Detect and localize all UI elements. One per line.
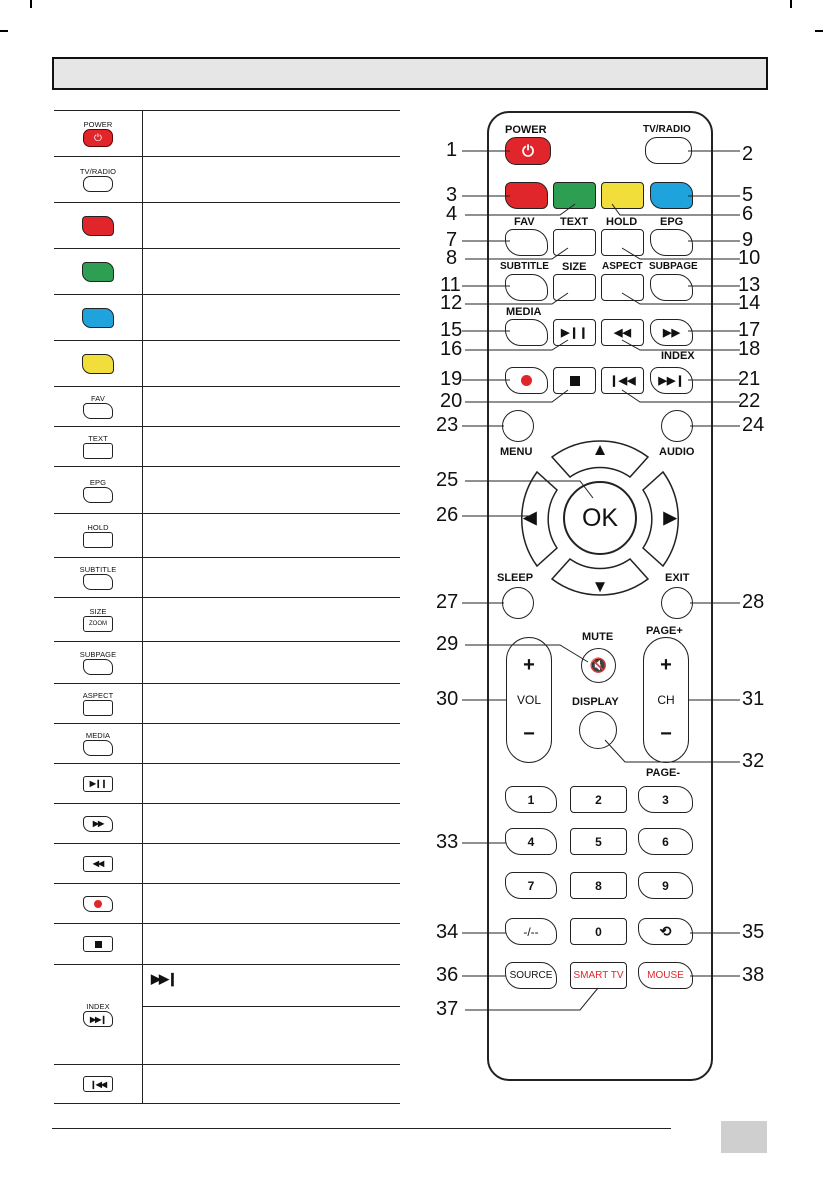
legend-description — [143, 514, 400, 557]
digit-8-button[interactable]: 8 — [570, 872, 627, 899]
callout-22: 22 — [738, 390, 761, 412]
legend-description — [143, 341, 400, 386]
play-pause-button[interactable]: ▶❙❙ — [553, 319, 596, 346]
crop-mark — [30, 0, 32, 8]
callout-21: 21 — [738, 368, 761, 390]
callout-32: 32 — [742, 750, 765, 772]
callout-3: 3 — [446, 184, 458, 206]
callout-20: 20 — [440, 390, 463, 412]
epg-button-icon — [83, 487, 113, 503]
legend-icon-cell — [54, 341, 143, 386]
legend-icon-cell — [54, 157, 143, 202]
legend-row-blue — [54, 294, 400, 340]
subpage-label: SUBPAGE — [649, 261, 698, 272]
vol-label: VOL — [516, 693, 541, 707]
mute-label: MUTE — [582, 631, 614, 643]
hold-button-icon — [83, 532, 113, 548]
callout-33: 33 — [436, 831, 459, 853]
hold-label: HOLD — [606, 216, 638, 228]
red-button[interactable] — [505, 182, 548, 209]
down-arrow-icon[interactable]: ▼ — [591, 577, 609, 596]
power-button[interactable]: ⏻ — [505, 137, 551, 165]
legend-description — [143, 804, 400, 843]
size-label: SIZE — [562, 261, 587, 273]
legend-row-subtitle — [54, 557, 400, 597]
legend-description — [143, 427, 400, 466]
subpage-button[interactable] — [650, 274, 693, 301]
tv-radio-button-icon — [83, 176, 113, 192]
legend-icon-cell — [54, 684, 143, 723]
legend-icon-cell — [54, 387, 143, 426]
green-button-icon — [82, 262, 114, 282]
fav-label: FAV — [514, 216, 535, 228]
legend-description — [143, 1065, 400, 1103]
left-arrow-icon[interactable]: ◀ — [523, 508, 537, 527]
fast-forward-icon: ▶▶ — [83, 816, 113, 832]
record-icon — [83, 896, 113, 912]
legend-label: EPG — [89, 477, 107, 487]
legend-row-tvradio — [54, 156, 400, 202]
callout-30: 30 — [436, 688, 459, 710]
digit-4-button[interactable]: 4 — [505, 828, 557, 855]
legend-label: ASPECT — [82, 691, 114, 700]
legend-row-previous — [54, 1064, 400, 1104]
mute-button[interactable] — [581, 648, 616, 683]
ok-button[interactable] — [563, 481, 637, 555]
legend-description — [143, 844, 400, 883]
channel-rocker[interactable] — [643, 637, 689, 763]
legend-icon-cell — [54, 427, 143, 466]
digit-7-button[interactable]: 7 — [505, 872, 557, 899]
legend-icon-cell — [54, 203, 143, 248]
channel-down-icon[interactable]: − — [660, 723, 672, 745]
legend-description — [143, 203, 400, 248]
subtitle-button[interactable] — [505, 274, 548, 301]
legend-label: TEXT — [88, 434, 108, 443]
callout-38: 38 — [742, 964, 765, 986]
callout-24: 24 — [742, 414, 765, 436]
digit-2-button[interactable]: 2 — [570, 786, 627, 813]
legend-row-red — [54, 202, 400, 248]
section-header-bar — [52, 57, 768, 90]
legend-description — [143, 295, 400, 340]
subpage-button-icon — [83, 659, 113, 675]
rewind-button[interactable]: ◀◀ — [601, 319, 644, 346]
crop-mark — [815, 30, 823, 32]
tv-radio-label: TV/RADIO — [643, 124, 691, 135]
fav-button[interactable] — [505, 229, 548, 256]
text-button-icon — [83, 443, 113, 459]
row-divider — [143, 1006, 400, 1007]
callout-31: 31 — [742, 688, 765, 710]
green-button[interactable] — [553, 182, 596, 209]
callout-36: 36 — [436, 964, 459, 986]
media-button-icon — [83, 740, 113, 756]
callout-35: 35 — [742, 921, 765, 943]
legend-label: SUBPAGE — [79, 650, 117, 659]
legend-icon-cell — [54, 884, 143, 923]
text-button[interactable] — [553, 229, 596, 256]
menu-label: MENU — [500, 446, 533, 458]
epg-label: EPG — [660, 216, 684, 228]
volume-rocker[interactable] — [506, 637, 552, 763]
legend-description — [143, 724, 400, 763]
mute-icon: 🔇 — [589, 657, 608, 673]
epg-button[interactable] — [650, 229, 693, 256]
legend-icon-cell — [54, 724, 143, 763]
legend-label: SUBTITLE — [79, 565, 117, 574]
page-plus-label: PAGE+ — [646, 625, 683, 637]
legend-row-yellow — [54, 340, 400, 386]
media-label: MEDIA — [506, 306, 542, 318]
digit-1-button[interactable]: 1 — [505, 786, 557, 813]
legend-icon-cell — [54, 804, 143, 843]
recall-button[interactable] — [638, 918, 693, 945]
up-arrow-icon[interactable]: ▲ — [591, 440, 609, 459]
callout-6: 6 — [742, 203, 754, 225]
legend-icon-cell — [54, 1065, 143, 1103]
legend-icon-cell — [54, 642, 143, 683]
exit-label: EXIT — [665, 572, 690, 584]
legend-label: SIZE — [89, 607, 107, 616]
callout-14: 14 — [738, 292, 761, 314]
digit-0-button[interactable]: 0 — [570, 918, 627, 945]
legend-icon-cell — [54, 295, 143, 340]
legend-description — [143, 387, 400, 426]
legend-row-index-next — [54, 964, 400, 1064]
callout-25: 25 — [436, 469, 459, 491]
dash-button[interactable]: -/-- — [505, 918, 557, 945]
mouse-button[interactable]: MOUSE — [638, 962, 693, 989]
smart-tv-button[interactable]: SMART TV — [570, 962, 627, 989]
next-icon: ▶▶❙ — [151, 971, 176, 986]
aspect-button[interactable] — [601, 274, 644, 301]
legend-icon-cell — [54, 249, 143, 294]
legend-description — [143, 249, 400, 294]
digit-9-button[interactable]: 9 — [638, 872, 693, 899]
legend-description — [143, 558, 400, 597]
exit-button[interactable] — [661, 587, 693, 619]
callout-1: 1 — [446, 139, 458, 161]
callout-27: 27 — [436, 591, 459, 613]
digit-5-button[interactable]: 5 — [570, 828, 627, 855]
stop-button[interactable] — [553, 367, 596, 394]
volume-down-icon[interactable]: − — [523, 723, 535, 745]
display-label: DISPLAY — [572, 696, 619, 708]
record-button[interactable] — [505, 367, 548, 394]
legend-label: INDEX — [86, 1002, 110, 1011]
legend-description — [143, 965, 400, 1064]
ok-label: OK — [581, 503, 619, 532]
legend-description — [143, 764, 400, 803]
callout-16: 16 — [440, 338, 463, 360]
fast-forward-button[interactable]: ▶▶ — [650, 319, 693, 346]
blue-button[interactable] — [650, 182, 693, 209]
aspect-label: ASPECT — [602, 261, 643, 272]
legend-row-aspect — [54, 683, 400, 723]
callout-13: 13 — [738, 274, 761, 296]
power-label: POWER — [505, 124, 547, 136]
audio-label: AUDIO — [659, 446, 695, 458]
legend-icon-cell — [54, 764, 143, 803]
previous-button[interactable]: ❙◀◀ — [601, 367, 644, 394]
sleep-label: SLEEP — [497, 572, 534, 584]
legend-row-fav — [54, 386, 400, 426]
legend-icon-cell — [54, 111, 143, 156]
legend-row-play-pause — [54, 763, 400, 803]
media-button[interactable] — [505, 319, 548, 346]
callout-23: 23 — [436, 414, 459, 436]
legend-icon-cell — [54, 965, 143, 1064]
volume-up-icon[interactable]: + — [523, 654, 535, 676]
legend-row-size — [54, 597, 400, 641]
stop-icon — [83, 936, 113, 952]
sleep-button[interactable] — [502, 587, 534, 619]
subtitle-button-icon — [83, 574, 113, 590]
footer-rule — [52, 1128, 671, 1129]
callout-10: 10 — [738, 247, 761, 269]
next-button[interactable]: ▶▶❙ — [650, 367, 693, 394]
legend-description — [143, 598, 400, 641]
channel-up-icon[interactable]: + — [660, 654, 672, 676]
legend-description — [143, 642, 400, 683]
size-zoom-button-icon — [83, 616, 113, 632]
callout-18: 18 — [738, 338, 761, 360]
callout-4: 4 — [446, 203, 458, 225]
blue-button-icon — [82, 308, 114, 328]
callout-34: 34 — [436, 921, 459, 943]
callout-29: 29 — [436, 633, 459, 655]
size-button[interactable] — [553, 274, 596, 301]
text-label: TEXT — [560, 216, 589, 228]
callout-5: 5 — [742, 184, 754, 206]
legend-description — [143, 467, 400, 513]
next-icon: ▶▶❙ — [83, 1011, 113, 1027]
callout-7: 7 — [446, 229, 458, 251]
rewind-icon: ◀◀ — [83, 856, 113, 872]
hold-button[interactable] — [601, 229, 644, 256]
callout-12: 12 — [440, 292, 463, 314]
legend-description — [143, 884, 400, 923]
ch-label: CH — [657, 693, 675, 707]
aspect-button-icon — [83, 700, 113, 716]
callout-11: 11 — [440, 274, 461, 296]
previous-icon: ❙◀◀ — [83, 1076, 113, 1092]
legend-icon-cell — [54, 467, 143, 513]
crop-mark — [790, 0, 792, 8]
legend-row-media — [54, 723, 400, 763]
audio-button[interactable] — [661, 410, 693, 442]
callout-8: 8 — [446, 247, 458, 269]
legend-row-green — [54, 248, 400, 294]
legend-label: MEDIA — [85, 731, 111, 740]
display-button[interactable] — [579, 711, 617, 749]
callout-17: 17 — [738, 319, 761, 341]
tv-radio-button[interactable] — [645, 137, 692, 164]
red-button-icon — [82, 216, 114, 236]
callout-15: 15 — [440, 319, 463, 341]
callout-2: 2 — [742, 143, 754, 165]
callout-37: 37 — [436, 998, 459, 1020]
source-button[interactable]: SOURCE — [505, 962, 557, 989]
index-label: INDEX — [661, 350, 695, 362]
legend-icon-cell — [54, 514, 143, 557]
power-icon: ⏻ — [83, 129, 113, 147]
callout-19: 19 — [440, 368, 463, 390]
page-minus-label: PAGE- — [646, 767, 681, 779]
legend-icon-cell — [54, 558, 143, 597]
fav-button-icon — [83, 403, 113, 419]
legend-label: POWER — [83, 120, 113, 129]
callout-28: 28 — [742, 591, 765, 613]
yellow-button-icon — [82, 354, 114, 374]
legend-icon-cell — [54, 924, 143, 964]
legend-row-text — [54, 426, 400, 466]
legend-label: HOLD — [87, 523, 109, 532]
legend-label: TV/RADIO — [79, 167, 117, 176]
legend-row-rewind — [54, 843, 400, 883]
subtitle-label: SUBTITLE — [500, 261, 549, 272]
crop-mark — [0, 30, 8, 32]
repeat-icon: ⟲ — [659, 923, 672, 939]
yellow-button[interactable] — [601, 182, 644, 209]
digit-3-button[interactable]: 3 — [638, 786, 693, 813]
play-pause-icon: ▶❙❙ — [83, 776, 113, 792]
legend-row-stop — [54, 923, 400, 964]
legend-icon-cell — [54, 844, 143, 883]
legend-label: FAV — [91, 394, 105, 403]
legend-row-fast-forward — [54, 803, 400, 843]
menu-button[interactable] — [502, 410, 534, 442]
callout-9: 9 — [742, 229, 754, 251]
legend-row-record — [54, 883, 400, 923]
legend-row-power — [54, 110, 400, 156]
right-arrow-icon[interactable]: ▶ — [663, 508, 677, 527]
legend-row-epg — [54, 466, 400, 513]
legend-icon-cell — [54, 598, 143, 641]
legend-description — [143, 684, 400, 723]
page-number-box — [721, 1121, 767, 1153]
button-legend-table — [54, 110, 400, 1104]
legend-description — [143, 157, 400, 202]
legend-row-hold — [54, 513, 400, 557]
legend-row-subpage — [54, 641, 400, 683]
digit-6-button[interactable]: 6 — [638, 828, 693, 855]
legend-description — [143, 111, 400, 156]
legend-description — [143, 924, 400, 964]
callout-26: 26 — [436, 504, 459, 526]
legend-sublabel: ZOOM — [89, 621, 107, 627]
